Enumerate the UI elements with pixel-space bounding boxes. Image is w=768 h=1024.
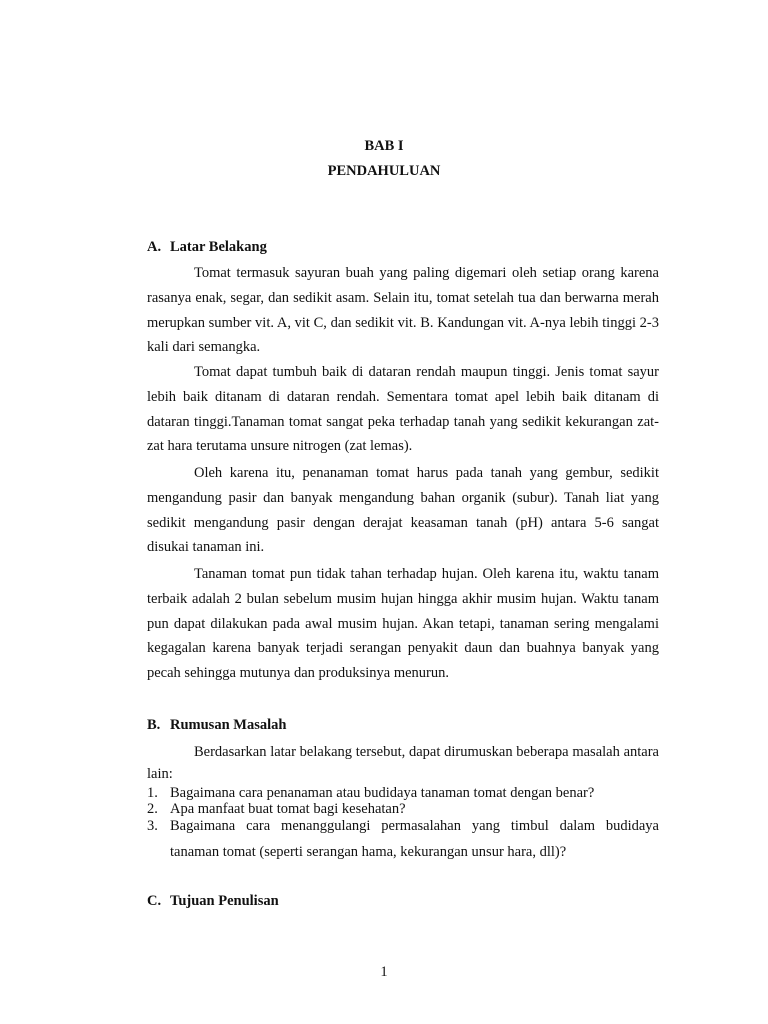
- section-b-title: Rumusan Masalah: [170, 717, 287, 733]
- section-c-title: Tujuan Penulisan: [170, 893, 279, 909]
- list-item-number: 3.: [147, 818, 158, 834]
- chapter-title: PENDAHULUAN: [327, 163, 441, 179]
- section-c-marker: C.: [147, 893, 162, 909]
- page-number: 1: [380, 964, 388, 980]
- section-c-heading: [147, 893, 279, 910]
- section-b-intro: Berdasarkan latar belakang tersebut, dapat dirumuskan beberapa masalah antara lain:: [147, 744, 659, 782]
- paragraph-3: Oleh karena itu, penanaman tomat harus pada tanah yang gembur, sedikit mengandung pasir dan banyak mengandung bahan organik (subur). Tanah liat yang sedikit mengandung pasir dengan derajat keasaman tanah (pH) antara 5-6 sangat disukai tanaman ini.: [147, 465, 659, 556]
- chapter-number: BAB I: [364, 138, 404, 154]
- list-item-text: Apa manfaat buat tomat bagi kesehatan?: [170, 801, 406, 817]
- paragraph-4: Tanaman tomat pun tidak tahan terhadap hujan. Oleh karena itu, waktu tanam terbaik adalah 2 bulan sebelum musim hujan hingga akhir musim hujan. Waktu tanam pun dapat dilakukan pada awal musim hujan. Akan tetapi, tanaman sering mengalami kegagalan karena banyak terjadi serangan penyakit daun dan buahnya banyak yang pecah sehingga mutunya dan produksinya menurun.: [147, 566, 659, 682]
- list-item: [147, 813, 659, 865]
- list-item-number: 1.: [147, 785, 158, 801]
- list-item-text: Bagaimana cara penanaman atau budidaya tanaman tomat dengan benar?: [170, 785, 595, 801]
- paragraph-1: Tomat termasuk sayuran buah yang paling digemari oleh setiap orang karena rasanya enak, segar, dan sedikit asam. Selain itu, tomat setelah tua dan berwarna merah merupkan sumber vit. A, vit C, dan sedikit vit. B. Kandungan vit. A-nya lebih tinggi 2-3 kali dari semangka.: [147, 265, 659, 356]
- list-item-number: 2.: [147, 801, 158, 817]
- list-item: [147, 786, 659, 801]
- section-a-marker: A.: [147, 239, 162, 255]
- list-item-text: Bagaimana cara menanggulangi permasalahan yang timbul dalam budidaya tanaman tomat (seperti serangan hama, kekurangan unsur hara, dll)?: [170, 818, 659, 860]
- section-a-heading: [147, 239, 267, 256]
- paragraph-2: Tomat dapat tumbuh baik di dataran rendah maupun tinggi. Jenis tomat sayur lebih baik ditanam di dataran rendah. Sementara tomat apel lebih baik ditanam di dataran tinggi.Tanaman tomat sangat peka terhadap tanah yang sedikit kekurangan zat-zat hara terutama unsure nitrogen (zat lemas).: [147, 364, 659, 455]
- section-b-heading: [147, 717, 286, 734]
- section-a-title: Latar Belakang: [170, 239, 267, 255]
- section-b-marker: B.: [147, 717, 161, 733]
